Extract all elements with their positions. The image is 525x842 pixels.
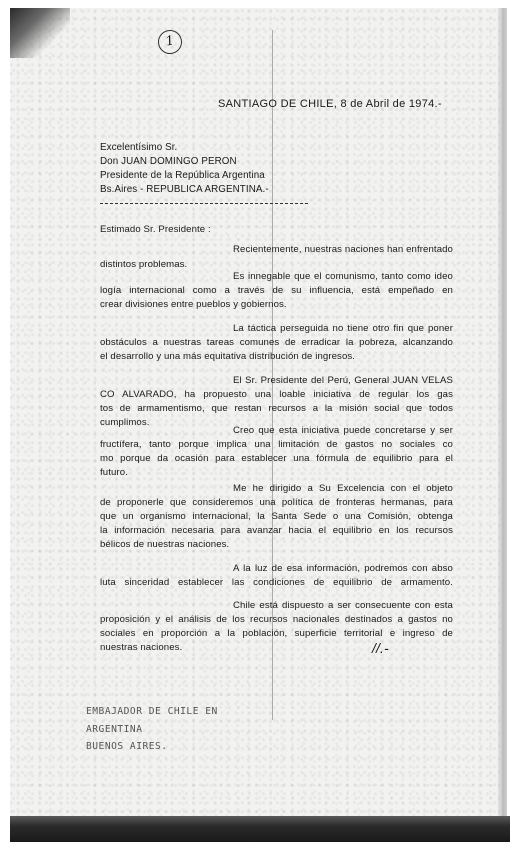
paragraph-3-line: La táctica perseguida no tiene otro fin que poner	[233, 323, 453, 334]
paragraph-7-line: luta sinceridad establecer las condiciones de equilibrio de armamento.	[100, 577, 453, 588]
paragraph-6-line: bélicos de nuestras naciones.	[100, 539, 230, 550]
paragraph-2-line: crear divisiones entre pueblos y gobiernos.	[100, 299, 287, 310]
paragraph-1-line: Recientemente, nuestras naciones han enfrentado	[233, 244, 453, 255]
address-underline	[100, 203, 308, 204]
paragraph-6-line: que un organismo internacional, la Santa Sede o una Comisión, obtenga	[100, 511, 453, 522]
paragraph-3-line: el desarrollo y una más equitativa distribución de ingresos.	[100, 351, 356, 362]
scan-right-edge	[497, 8, 507, 816]
paragraph-7-line: A la luz de esa información, podremos con abso	[233, 563, 453, 574]
address-name: Don JUAN DOMINGO PERON	[100, 156, 237, 167]
paragraph-1-line: distintos problemas.	[100, 259, 188, 270]
paragraph-5-line: mo porque da ocasión para establecer una fórmula de equilibrio para el	[100, 453, 453, 464]
embassy-line-2: ARGENTINA	[86, 724, 143, 735]
paragraph-4-line: tos de armamentismo, que restan recursos a la misión social que todos	[100, 403, 453, 414]
paragraph-5-line: futuro.	[100, 467, 128, 478]
address-salutation: Excelentísimo Sr.	[100, 142, 178, 153]
paragraph-6-line: la información necesaria para avanzar hacia el equilibrio en los recursos	[100, 525, 453, 536]
paragraph-6-line: Me he dirigido a Su Excelencia con el objeto	[233, 483, 453, 494]
paragraph-2-line: logía internacional como a través de su influencia, está empeñado en	[100, 285, 453, 296]
address-city: Bs.Aires - REPUBLICA ARGENTINA.-	[100, 184, 269, 195]
page-number: 1	[156, 28, 184, 56]
paragraph-4-line: El Sr. Presidente del Perú, General JUAN VELAS	[233, 375, 453, 386]
embassy-line-1: EMBAJADOR DE CHILE EN	[86, 706, 218, 717]
paragraph-5-line: fructífera, tanto porque implica una limitación de gastos no sociales co	[100, 439, 453, 450]
paragraph-4-line: cumplimos.	[100, 417, 150, 428]
paragraph-2-line: Es innegable que el comunismo, tanto como ideo	[233, 271, 453, 282]
paragraph-8-line: sociales en proporción a la población, superficie territorial e ingreso de	[100, 628, 453, 639]
continuation-mark: //.-	[372, 640, 389, 656]
paragraph-8-line: Chile está dispuesto a ser consecuente con esta	[233, 600, 453, 611]
address-title: Presidente de la República Argentina	[100, 170, 265, 181]
scan-bottom-band	[10, 816, 510, 842]
paragraph-6-line: de proponerle que consideremos una política de fronteras hermanas, para	[100, 497, 453, 508]
paragraph-8-line: proposición y el análisis de los recursos nacionales destinados a gastos no	[100, 614, 453, 625]
scan-corner-shadow	[10, 8, 70, 58]
greeting: Estimado Sr. Presidente :	[100, 224, 211, 235]
embassy-line-3: BUENOS AIRES.	[86, 741, 168, 752]
paragraph-5-line: Creo que esta iniciativa puede concretarse y ser	[233, 425, 453, 436]
paragraph-4-line: CO ALVARADO, ha propuesto una loable iniciativa de regular los gas	[100, 389, 453, 400]
date-line: SANTIAGO DE CHILE, 8 de Abril de 1974.-	[218, 98, 442, 110]
paragraph-8-line: nuestras naciones.	[100, 642, 183, 653]
paragraph-3-line: obstáculos a nuestras tareas comunes de erradicar la pobreza, alcanzando	[100, 337, 453, 348]
